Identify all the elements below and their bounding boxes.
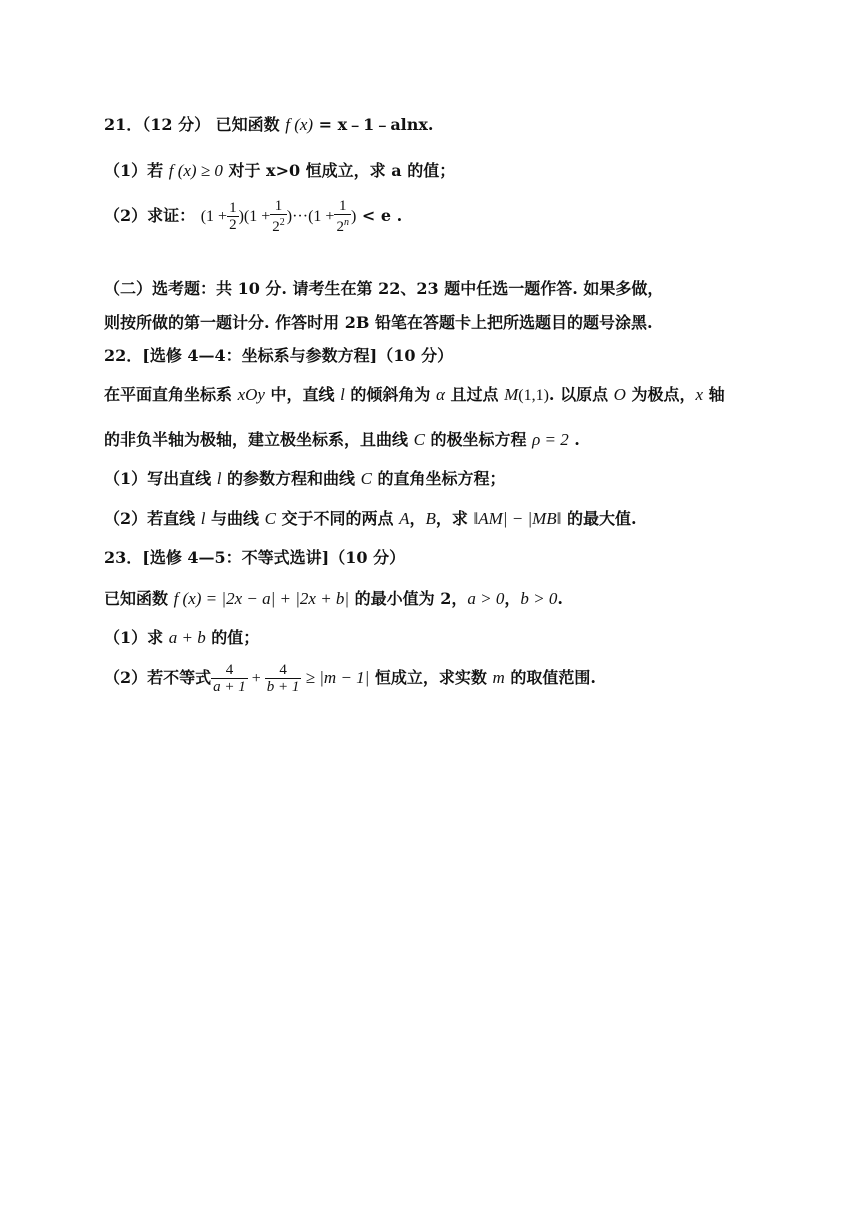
q23-cond-b: b > 0 — [520, 589, 558, 608]
q21-part1 — [104, 159, 455, 183]
q22-p2-e: ，求 — [435, 509, 474, 528]
q22-stem2-b: 的极坐标方程 — [424, 430, 533, 449]
q23-stem-func: f (x) = |2x − a| + |2x + b| — [173, 589, 350, 608]
q22-p2-f: 的最大值. — [561, 509, 637, 528]
q22-p2-expr: ‖AM| − |MB‖ — [473, 509, 562, 528]
q21-title-suffix: = x﹣1﹣alnx. — [313, 115, 434, 134]
q22-p2-a: （2）若直线 — [104, 509, 201, 528]
q22-p1-C: C — [360, 469, 372, 488]
q21-part2 — [104, 196, 402, 237]
q23-p2-a: （2）若不等式 — [104, 668, 212, 687]
q23-ge-expr: ≥ |m − 1| — [301, 668, 370, 687]
section2-line1: （二）选考题：共 10 分. 请考生在第 22、23 题中任选一题作答. 如果多做， — [104, 279, 664, 298]
q23-p1-b: 的值； — [205, 628, 260, 647]
q23-m: m — [492, 668, 505, 687]
q22-stem1-c: 的倾斜角为 — [344, 385, 436, 404]
q22-p2-l: l — [200, 509, 206, 528]
q21-open2: )(1 + — [238, 208, 271, 225]
q21-frac3 — [334, 198, 351, 235]
q23-frac1-num: 4 — [225, 662, 234, 678]
q23-p2-c: 的取值范围. — [504, 668, 596, 687]
q22-p2-B: B — [425, 509, 436, 528]
q22-stem1-a: 在平面直角坐标系 — [104, 385, 238, 404]
q22-p2-A: A — [399, 509, 410, 528]
section2-line2: 则按所做的第一题计分. 作答时用 2B 铅笔在答题卡上把所选题目的题号涂黑. — [104, 313, 653, 332]
q22-p1-c: 的直角坐标方程； — [371, 469, 506, 488]
q23-frac1-den: a + 1 — [213, 679, 246, 695]
q22-part2 — [104, 507, 637, 531]
q23-stem-d: . — [557, 589, 563, 608]
q21-frac2-den — [270, 214, 287, 235]
q23-part2 — [104, 658, 596, 699]
q22-stem2-a: 的非负半轴为极轴，建立极坐标系，且曲线 — [104, 430, 414, 449]
q22-part1 — [104, 467, 506, 491]
q21-frac2-num: 1 — [274, 198, 283, 214]
q21-frac2-den-exp: 2 — [279, 217, 285, 228]
q23-p1-expr: a + b — [168, 628, 206, 647]
q23-part1 — [104, 626, 259, 650]
q22-p1-b: 的参数方程和曲线 — [221, 469, 361, 488]
q21-frac1-num: 1 — [229, 200, 237, 216]
q21-part1-math: f (x) ≥ 0 — [168, 161, 223, 180]
q22-stem1-e: . 以原点 — [548, 385, 614, 404]
q23-frac2-num: 4 — [279, 662, 287, 678]
q22-p2-c: 交于不同的两点 — [275, 509, 400, 528]
q22-xoy: xOy — [237, 385, 265, 404]
q23-cond-a: a > 0 — [467, 589, 505, 608]
q23-sep: ， — [504, 589, 521, 608]
q22-p1-a: （1）写出直线 — [104, 469, 217, 488]
q22-stem-line2 — [104, 428, 580, 452]
q23-p1-a: （1）求 — [104, 628, 169, 647]
q22-l: l — [340, 385, 345, 404]
q21-frac3-num: 1 — [338, 198, 347, 214]
q22-stem2-c: . — [568, 430, 580, 449]
q23-title: 23．[选修 4—5：不等式选讲]（10 分） — [104, 548, 406, 567]
q22-p1-l: l — [216, 469, 222, 488]
q22-p2-C: C — [264, 509, 276, 528]
q23-stem — [104, 587, 563, 611]
q22-alpha: α — [436, 385, 445, 404]
q23-p2-b: 恒成立，求实数 — [369, 668, 493, 687]
q21-frac3-den-exp: n — [343, 217, 349, 228]
q22-stem1-b: 中，直线 — [264, 385, 341, 404]
q21-title — [104, 113, 434, 137]
q22-x: x — [695, 385, 704, 404]
q23-stem-a: 已知函数 — [104, 589, 174, 608]
q21-open1: (1 + — [200, 208, 228, 225]
q23-frac2 — [265, 662, 302, 695]
q22-M: M — [504, 385, 519, 404]
q22-stem1-g: 轴 — [703, 385, 725, 404]
q22-rho-eq: ρ = 2 — [532, 430, 569, 449]
q22-p2-d: ， — [409, 509, 426, 528]
q21-part2-suffix: < e . — [356, 206, 403, 225]
q23-stem-b: 的最小值为 2， — [349, 589, 468, 608]
q23-plus: + — [247, 670, 265, 687]
q21-mid: )···(1 + — [286, 208, 335, 225]
q22-stem-line1 — [104, 383, 725, 408]
q21-part1-prefix: （1）若 — [104, 161, 169, 180]
q21-part1-suffix: 对于 x>0 恒成立，求 a 的值； — [222, 161, 456, 180]
q21-frac1-den: 2 — [229, 217, 237, 233]
q22-O: O — [613, 385, 626, 404]
q22-C: C — [413, 430, 425, 449]
q21-title-prefix: 21．（12 分） 已知函数 — [104, 115, 286, 134]
q21-frac2-den-base: 2 — [272, 219, 280, 235]
q22-title: 22．[选修 4—4：坐标系与参数方程]（10 分） — [104, 346, 454, 365]
q21-frac2 — [270, 198, 287, 235]
q21-frac3-den-base: 2 — [336, 219, 344, 235]
q22-stem1-f: 为极点， — [625, 385, 696, 404]
q21-frac3-den — [334, 214, 351, 235]
q23-frac2-den: b + 1 — [266, 679, 300, 695]
q23-frac1 — [211, 662, 248, 695]
q21-close: ) — [350, 208, 357, 225]
q21-func: f (x) — [285, 115, 314, 134]
q22-M-coord: (1,1) — [518, 387, 549, 404]
q21-part2-prefix: （2）求证： — [104, 206, 196, 225]
q22-p2-b: 与曲线 — [205, 509, 265, 528]
q21-frac1 — [227, 200, 239, 233]
q22-stem1-d: 且过点 — [444, 385, 505, 404]
